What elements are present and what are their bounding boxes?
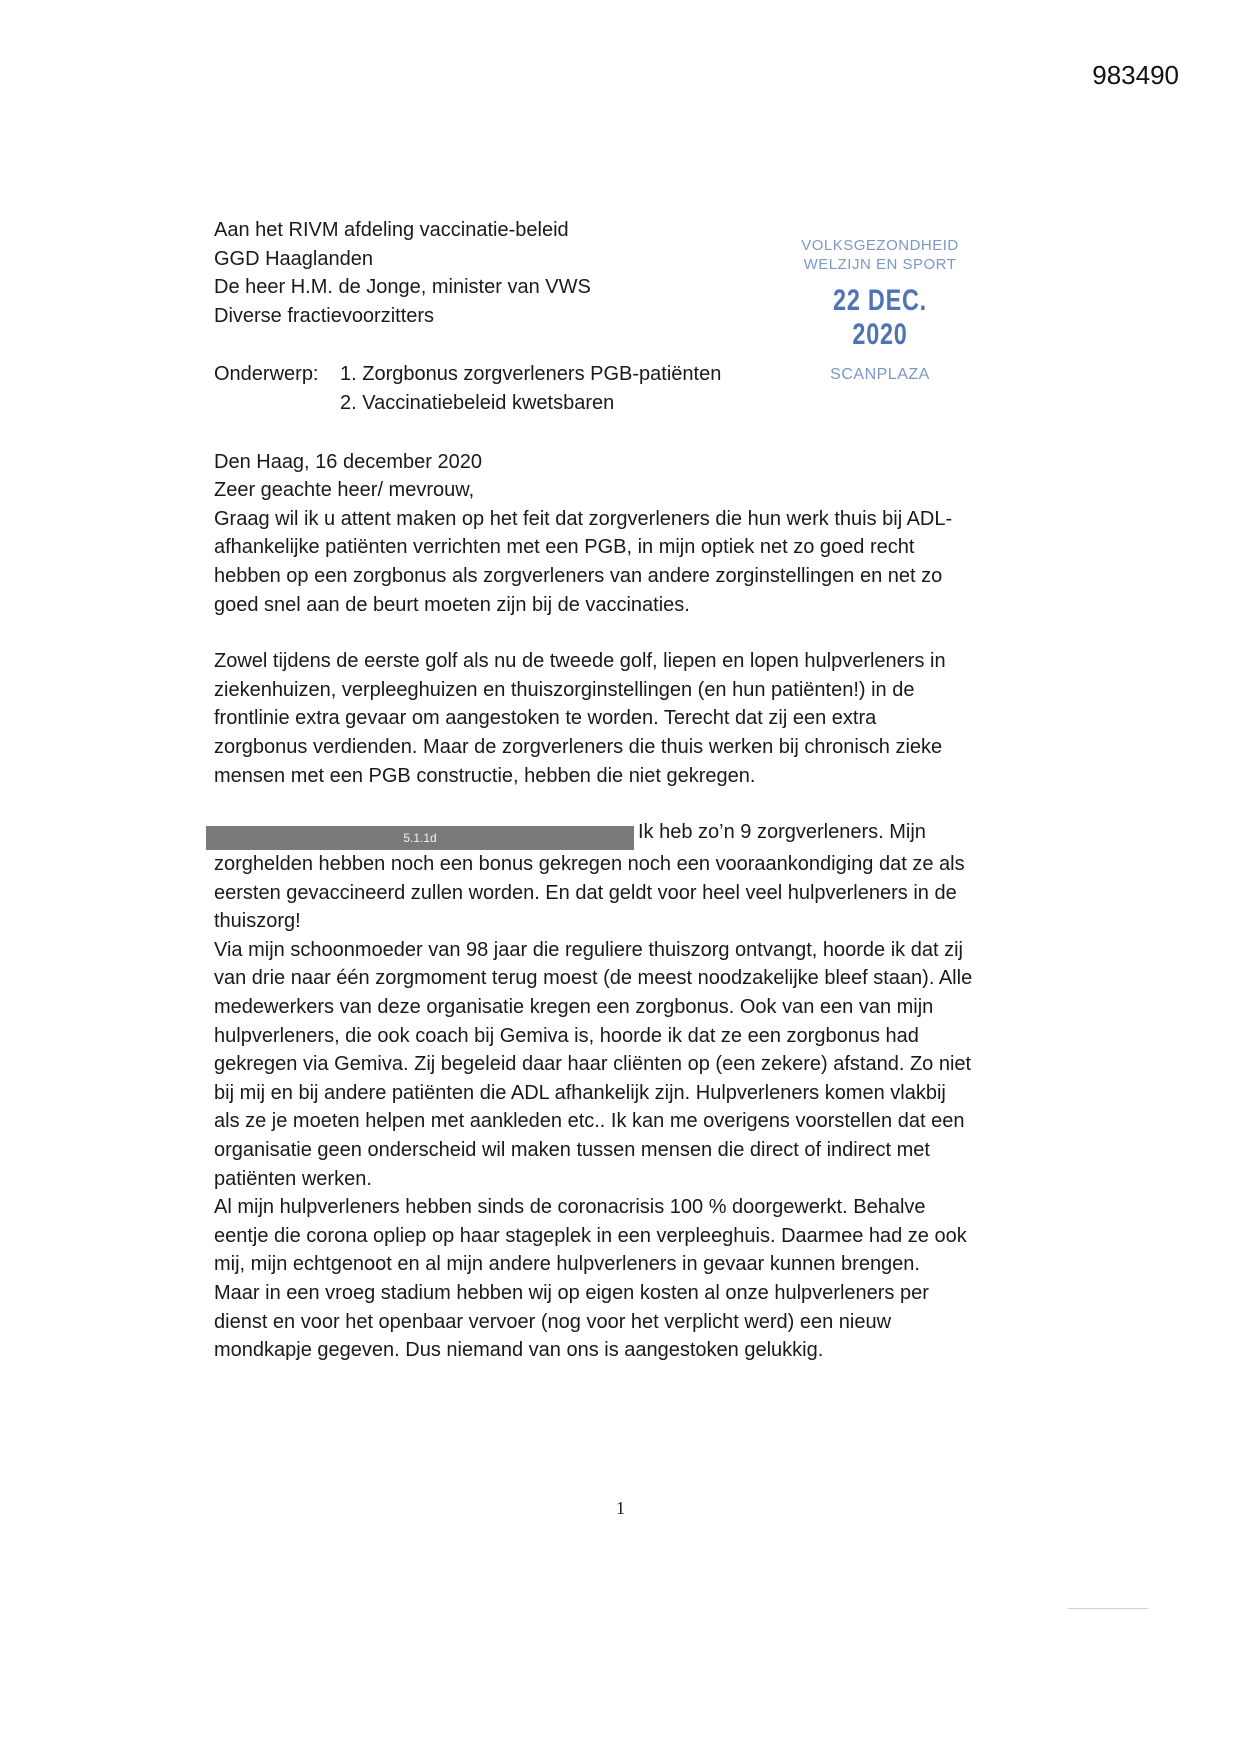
text-line: Zowel tijdens de eerste golf als nu de tweede golf, liepen en lopen hulpverleners in [214, 650, 946, 673]
text-line: mensen met een PGB constructie, hebben die niet gekregen. [214, 764, 756, 787]
paragraph-1 [214, 505, 1034, 619]
text-line: eentje die corona opliep op haar stageplek in een verpleeghuis. Daarmee had ze ook [214, 1224, 967, 1247]
text-line: Via mijn schoonmoeder van 98 jaar die reguliere thuiszorg ontvangt, hoorde ik dat zij [214, 938, 963, 961]
stamp-date: 22 DEC. 2020 [833, 284, 927, 351]
text-line: zorghelden hebben noch een bonus gekregen noch een vooraankondiging dat ze als [214, 853, 965, 876]
page-number: 1 [616, 1498, 625, 1518]
redaction-block: 5.1.1d [206, 826, 634, 850]
paragraph-2 [214, 647, 1034, 790]
text-line: organisatie geen onderscheid wil maken tussen mensen die direct of indirect met [214, 1139, 930, 1162]
text-line: dienst en voor het openbaar vervoer (nog voor het verplicht werd) een nieuw [214, 1310, 892, 1333]
subject-item: 1. Zorgbonus zorgverleners PGB-patiënten [340, 363, 722, 386]
recipient-block [214, 216, 1034, 330]
text-line: afhankelijke patiënten verrichten met een PGB, in mijn optiek net zo goed recht [214, 536, 915, 559]
recipient-line: De heer H.M. de Jonge, minister van VWS [214, 276, 591, 299]
subject-label: Onderwerp: [214, 363, 319, 386]
text-fragment: Ik heb zo’n 9 zorgverleners. Mijn [638, 821, 926, 844]
text-line: Al mijn hulpverleners hebben sinds de coronacrisis 100 % doorgewerkt. Behalve [214, 1196, 926, 1219]
text-line: frontlinie extra gevaar om aangestoken te worden. Terecht dat zij een extra [214, 707, 877, 730]
subject-block [214, 360, 1034, 417]
stamp-line-1: VOLKSGEZONDHEID [801, 237, 959, 254]
text-line: Maar in een vroeg stadium hebben wij op eigen kosten al onze hulpverleners per [214, 1282, 929, 1304]
letter-body [214, 216, 1034, 1365]
text-line: eersten gevaccineerd zullen worden. En dat geldt voor heel veel hulpverleners in de [214, 881, 957, 904]
stamp-line-2: WELZIJN EN SPORT [803, 256, 957, 273]
recipient-line: Aan het RIVM afdeling vaccinatie-beleid [214, 219, 569, 241]
stamp-place: SCANPLAZA [830, 366, 930, 383]
salutation: Zeer geachte heer/ mevrouw, [214, 479, 475, 502]
text-line [214, 818, 1034, 850]
text-line: patiënten werken. [214, 1167, 372, 1190]
document-id: 983490 [1092, 60, 1179, 90]
text-line: hulpverleners, die ook coach bij Gemiva is, hoorde ik dat ze een zorgbonus had [214, 1024, 919, 1047]
text-line: medewerkers van deze organisatie kregen een zorgbonus. Ook van een van mijn [214, 996, 934, 1019]
scan-artifact-line [1068, 1608, 1148, 1609]
text-line: van drie naar één zorgmoment terug moest (de meest noodzakelijke bleef staan). Alle [214, 967, 973, 990]
recipient-line: GGD Haaglanden [214, 247, 373, 270]
subject-item: 2. Vaccinatiebeleid kwetsbaren [340, 391, 615, 414]
text-line: goed snel aan de beurt moeten zijn bij de vaccinaties. [214, 593, 690, 616]
recipient-line: Diverse fractievoorzitters [214, 304, 435, 327]
text-line: als ze je moeten helpen met aankleden etc.. Ik kan me overigens voorstellen dat een [214, 1110, 965, 1133]
text-line: gekregen via Gemiva. Zij begeleid daar haar cliënten op (een zekere) afstand. Zo niet [214, 1053, 972, 1076]
text-line: ziekenhuizen, verpleeghuizen en thuiszorginstellingen (en hun patiënten!) in de [214, 678, 915, 701]
text-line: mondkapje gegeven. Dus niemand van ons is aangestoken gelukkig. [214, 1339, 824, 1362]
text-line: thuiszorg! [214, 910, 301, 933]
text-line: mij, mijn echtgenoot en al mijn andere hulpverleners in gevaar kunnen brengen. [214, 1253, 920, 1276]
paragraph-3 [214, 818, 1034, 1365]
date-line: Den Haag, 16 december 2020 [214, 450, 482, 473]
text-line: hebben op een zorgbonus als zorgverleners van andere zorginstellingen en net zo [214, 564, 943, 587]
text-line: bij mij en bij andere patiënten die ADL afhankelijk zijn. Hulpverleners komen vlakbij [214, 1081, 946, 1104]
text-line: zorgbonus verdienden. Maar de zorgverleners die thuis werken bij chronisch zieke [214, 735, 943, 758]
text-line: Graag wil ik u attent maken op het feit dat zorgverleners die hun werk thuis bij ADL- [214, 507, 953, 530]
